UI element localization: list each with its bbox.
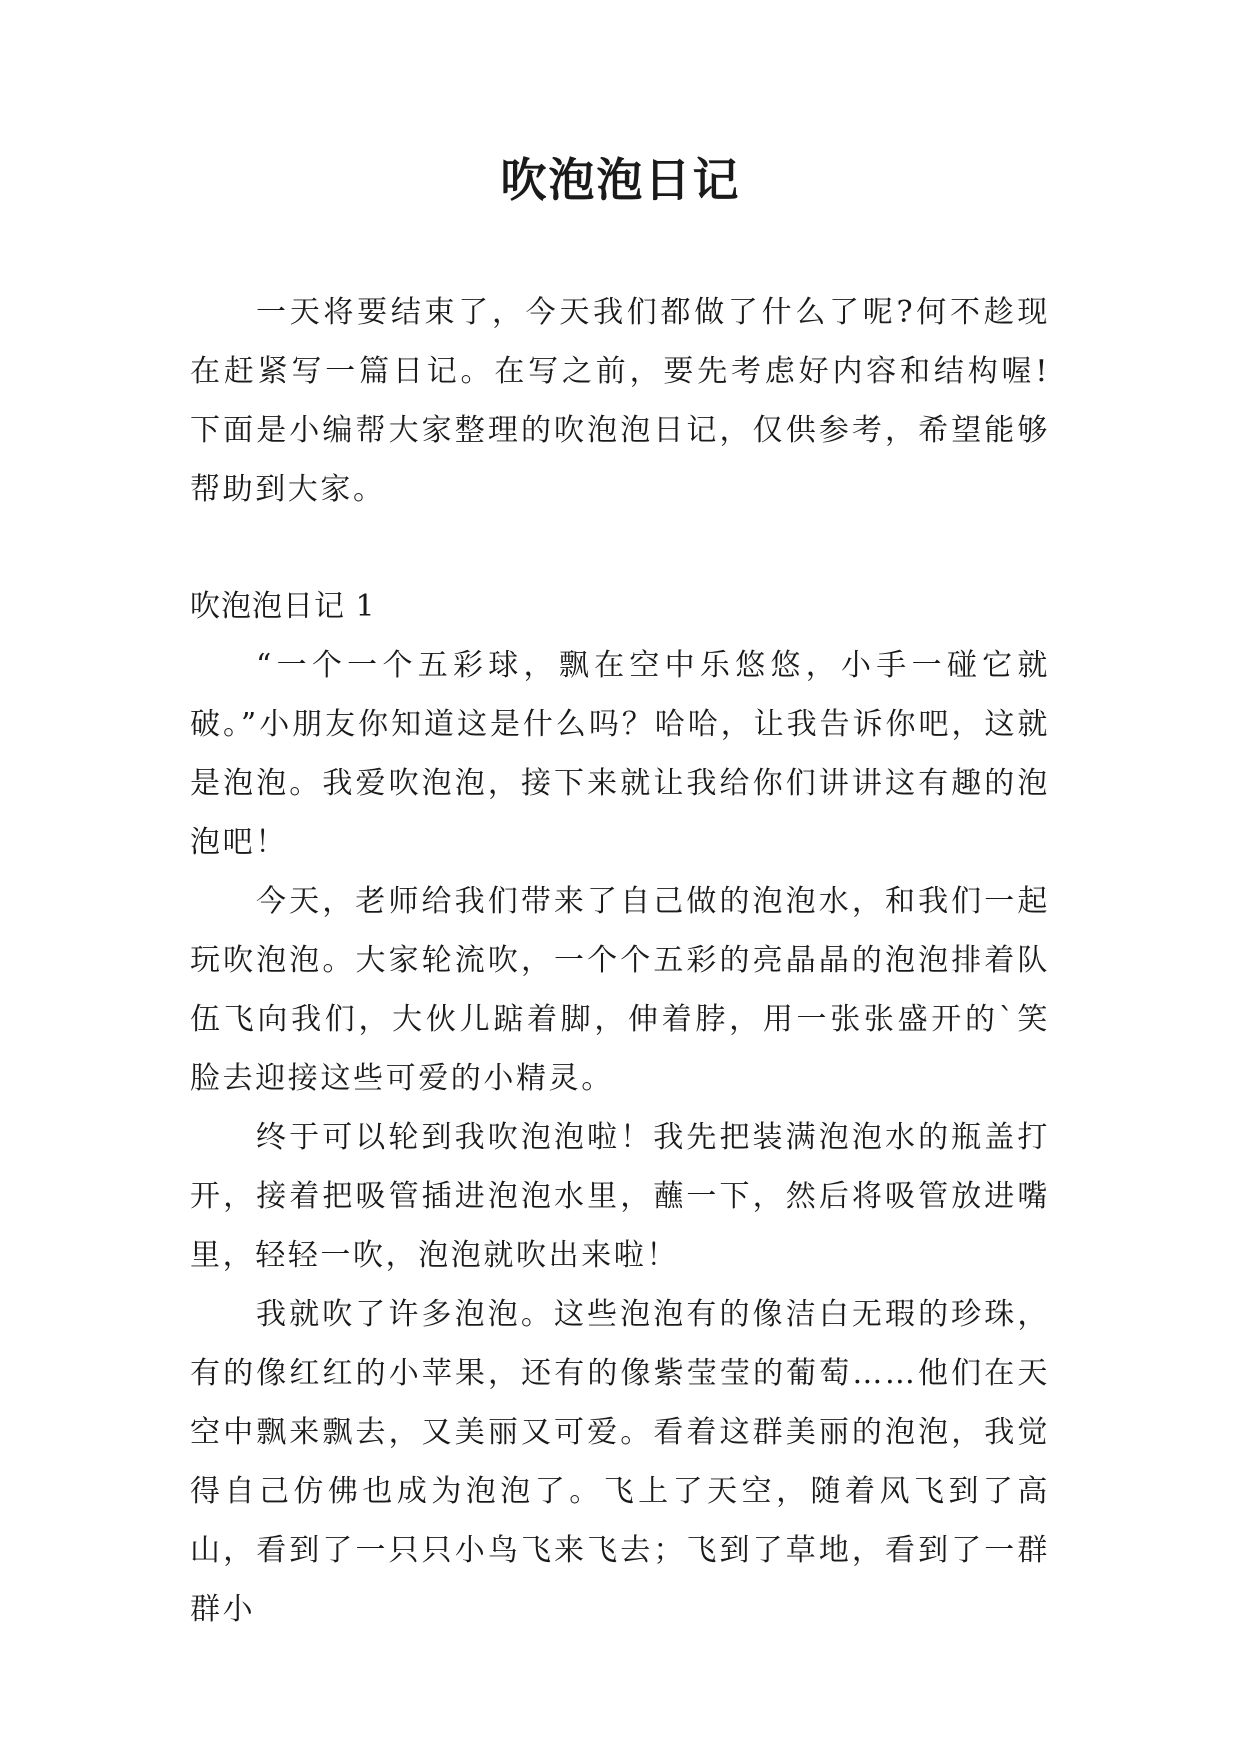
intro-paragraph: 一天将要结束了，今天我们都做了什么了呢?何不趁现在赶紧写一篇日记。在写之前，要先考虑好内容和结构喔!下面是小编帮大家整理的吹泡泡日记，仅供参考，希望能够帮助到大家。 xyxy=(190,295,1050,507)
document-title: 吹泡泡日记 xyxy=(500,153,741,207)
body-paragraph-2: 今天，老师给我们带来了自己做的泡泡水，和我们一起玩吹泡泡。大家轮流吹，一个个五彩的亮晶晶的泡泡排着队伍飞向我们，大伙儿踮着脚，伸着脖，用一张张盛开的`笑脸去迎接这些可爱的小精灵。 xyxy=(190,884,1050,1096)
section-heading: 吹泡泡日记 1 xyxy=(190,589,376,624)
paragraph-spacer xyxy=(190,519,1050,577)
document-body xyxy=(190,283,1050,1639)
body-paragraph-1: “一个一个五彩球，飘在空中乐悠悠，小手一碰它就破。”小朋友你知道这是什么吗？哈哈，让我告诉你吧，这就是泡泡。我爱吹泡泡，接下来就让我给你们讲讲这有趣的泡泡吧！ xyxy=(190,648,1050,860)
body-paragraph-3: 终于可以轮到我吹泡泡啦！我先把装满泡泡水的瓶盖打开，接着把吸管插进泡泡水里，蘸一下，然后将吸管放进嘴里，轻轻一吹，泡泡就吹出来啦！ xyxy=(190,1120,1050,1273)
body-paragraph-4: 我就吹了许多泡泡。这些泡泡有的像洁白无瑕的珍珠，有的像红红的小苹果，还有的像紫莹莹的葡萄……他们在天空中飘来飘去，又美丽又可爱。看着这群美丽的泡泡，我觉得自己仿佛也成为泡泡了。飞上了天空，随着风飞到了高山，看到了一只只小鸟飞来飞去；飞到了草地，看到了一群群小 xyxy=(190,1297,1050,1627)
